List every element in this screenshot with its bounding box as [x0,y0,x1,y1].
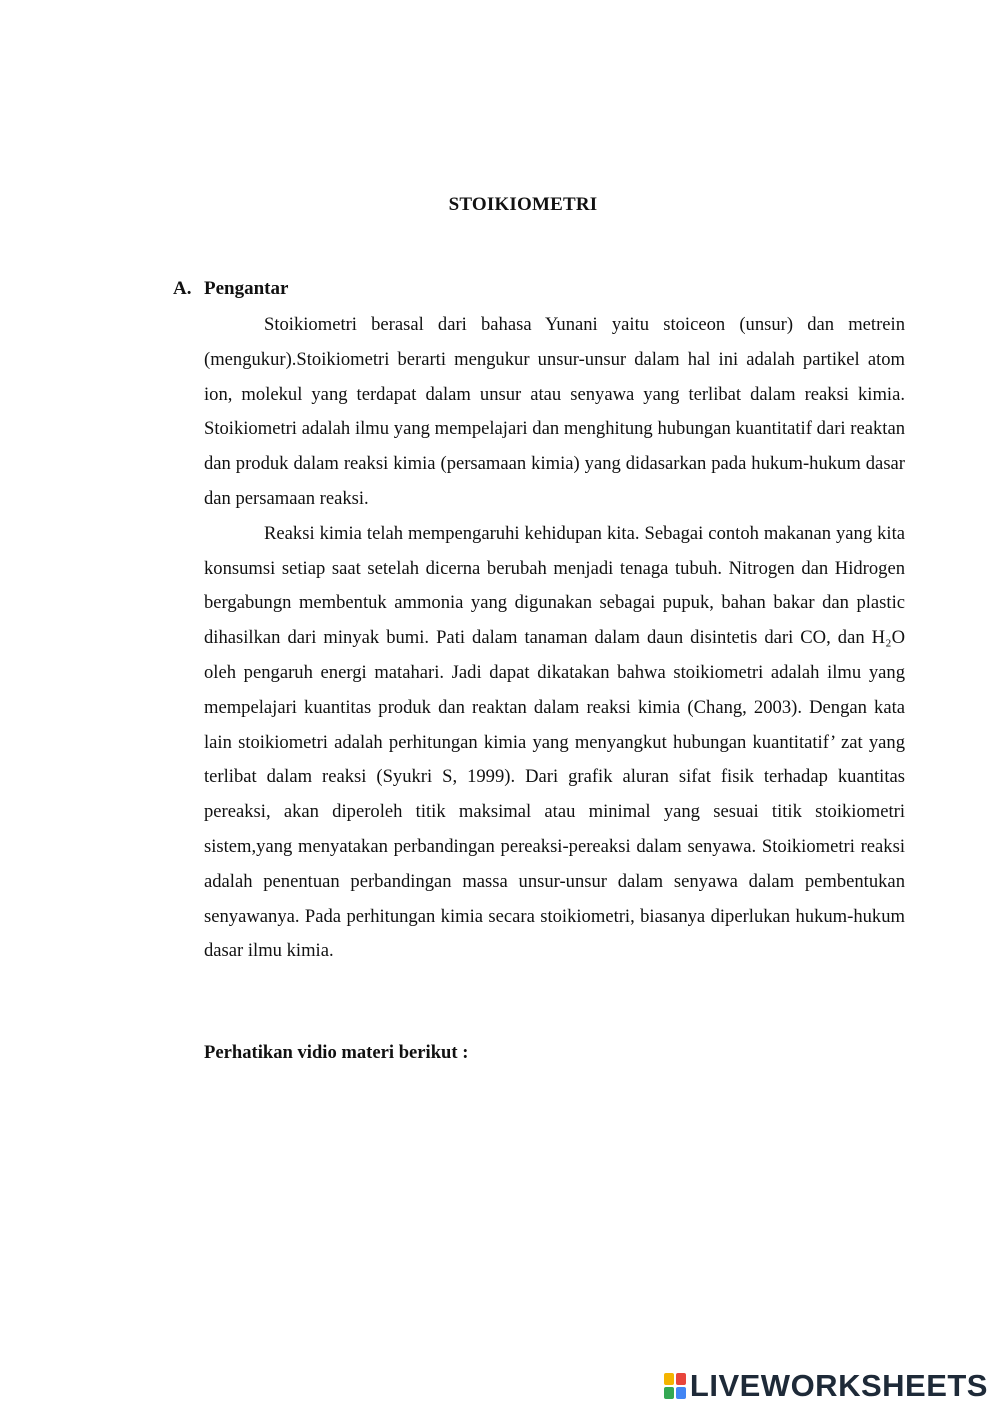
section-heading [173,278,288,300]
logo-square-3 [664,1387,674,1399]
logo-square-4 [676,1387,686,1399]
liveworksheets-brand[interactable] [664,1368,988,1404]
section-letter: A. [173,278,192,299]
section-heading-text: Pengantar [204,278,289,299]
video-callout: Perhatikan vidio materi berikut : [204,1042,469,1063]
logo-square-2 [676,1373,686,1385]
body-text [204,308,905,969]
paragraph-1: Stoikiometri berasal dari bahasa Yunani yaitu stoiceon (unsur) dan metrein (mengukur).Stoikiometri berarti mengukur unsur-unsur dalam hal ini adalah partikel atom ion, molekul yang terdapat dalam unsur atau senyawa yang terlibat dalam reaksi kimia. Stoikiometri adalah ilmu yang mempelajari dan menghitung hubungan kuantitatif dari reaktan dan produk dalam reaksi kimia (persamaan kimia) yang didasarkan pada hukum-hukum dasar dan persamaan reaksi. [204,314,905,509]
brand-name: LIVEWORKSHEETS [689,1368,988,1403]
liveworksheets-logo-icon [664,1373,686,1399]
page-title: STOIKIOMETRI [448,194,598,215]
logo-square-1 [664,1373,674,1385]
paragraph-2: Reaksi kimia telah mempengaruhi kehidupan kita. Sebagai contoh makanan yang kita konsumsi setiap saat setelah dicerna berubah menjadi tenaga tubuh. Nitrogen dan Hidrogen bergabungn membentuk ammonia yang digunakan sebagai pupuk, bahan bakar dan plastic dihasilkan dari minyak bumi. Pati dalam tanaman dalam daun disintetis dari CO, dan H₂O oleh pengaruh energi matahari. Jadi dapat dikatakan bahwa stoikiometri adalah ilmu yang mempelajari kuantitas produk dan reaktan dalam reaksi kimia (Chang, 2003). Dengan kata lain stoikiometri adalah perhitungan kimia yang menyangkut hubungan kuantitatif’ zat yang terlibat dalam reaksi (Syukri S, 1999). Dari grafik aluran sifat fisik terhadap kuantitas pereaksi, akan diperoleh titik maksimal atau minimal yang sesuai titik stoikiometri sistem,yang menyatakan perbandingan pereaksi-pereaksi dalam senyawa. Stoikiometri reaksi adalah penentuan perbandingan massa unsur-unsur dalam senyawa dalam pembentukan senyawanya. Pada perhitungan kimia secara stoikiometri, biasanya diperlukan hukum-hukum dasar ilmu kimia. [204,522,905,962]
